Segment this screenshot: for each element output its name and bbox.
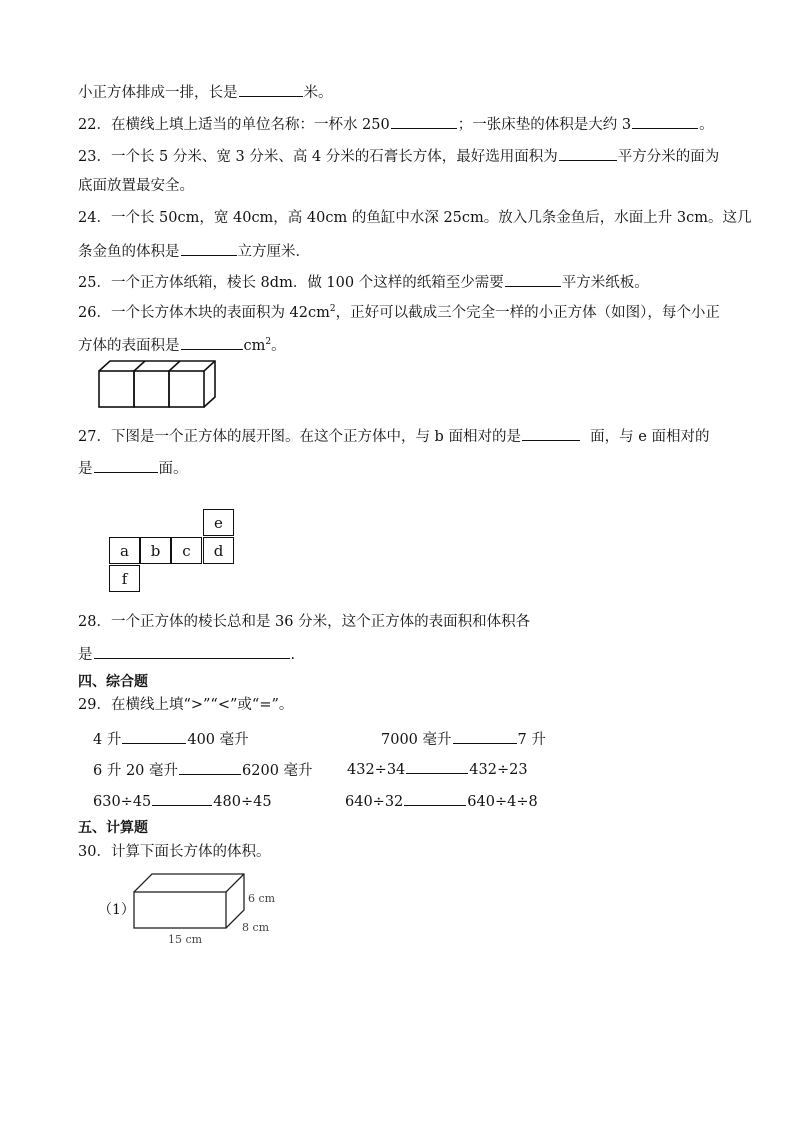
net-face-d: d — [203, 537, 234, 564]
compare-item: 7000 毫升 7 升 — [381, 728, 546, 749]
net-face-c: c — [171, 537, 202, 564]
q29-line: 29．在横线上填“>”“<”或“=”。 — [78, 697, 294, 713]
q23-line-2: 底面放置最安全。 — [78, 178, 194, 194]
compare-item: 6 升 20 毫升 6200 毫升 — [93, 759, 313, 780]
q26-line: 26．一个长方体木块的表面积为 $42cm^2$，正好可以截成三个完全一样的小正方体（如图），每个小正 — [78, 304, 720, 321]
answer-blank[interactable] — [559, 146, 617, 161]
q24-line-2: 条金鱼的体积是 立方厘米． — [78, 241, 310, 261]
dim-height-label: 6 cm — [248, 892, 276, 905]
q24-line: 24．一个长 50cm，宽 40cm，高 40cm 的鱼缸中水深 25cm。放入几条金鱼后，水面上升 3cm。这几 — [78, 210, 752, 226]
dim-width-label: 8 cm — [242, 921, 270, 934]
q30-line: 30．计算下面长方体的体积。 — [78, 844, 271, 860]
answer-blank[interactable] — [406, 759, 468, 774]
q26-line-2: 方体的表面积是 $cm^2$。 — [78, 335, 286, 355]
answer-blank[interactable] — [152, 791, 212, 806]
compare-item: 630÷45 480÷45 — [93, 791, 272, 810]
answer-blank[interactable] — [181, 241, 237, 256]
q23-line: 23．一个长 5 分米、宽 3 分米、高 4 分米的石膏长方体，最好选用面积为 平方分米的面为 — [78, 146, 719, 166]
net-face-a: a — [109, 537, 140, 564]
net-face-b: b — [140, 537, 171, 564]
q28-line: 28．一个正方体的棱长总和是 36 分米，这个正方体的表面积和体积各 — [78, 614, 531, 630]
answer-blank[interactable] — [391, 114, 457, 129]
compare-item: 640÷32 640÷4÷8 — [345, 791, 538, 810]
answer-blank[interactable] — [453, 729, 517, 744]
answer-blank[interactable] — [181, 335, 243, 350]
answer-blank[interactable] — [94, 644, 290, 659]
answer-blank[interactable] — [505, 272, 561, 287]
answer-blank[interactable] — [404, 791, 466, 806]
compare-item: 432÷34 432÷23 — [347, 759, 528, 778]
section-title: 四、综合题 — [78, 674, 148, 690]
net-face-e: e — [203, 509, 234, 536]
compare-item: 4 升 400 毫升 — [93, 728, 249, 749]
q27-line: 27．下图是一个正方体的展开图。在这个正方体中，与 b 面相对的是 面，与 e 面相对的 — [78, 426, 709, 446]
answer-blank[interactable] — [122, 729, 186, 744]
answer-blank[interactable] — [239, 82, 303, 97]
dim-length-label: 15 cm — [168, 933, 203, 946]
cuboid-figure — [132, 872, 282, 948]
net-face-f: f — [109, 565, 140, 592]
answer-blank[interactable] — [632, 114, 698, 129]
answer-blank[interactable] — [94, 458, 158, 473]
q28-line-2: 是 . — [78, 644, 295, 664]
sub-label: （1） — [98, 902, 135, 918]
answer-blank[interactable] — [522, 426, 580, 441]
q22-line: 22．在横线上填上适当的单位名称：一杯水 250 ；一张床垫的体积是大约 3 。 — [78, 114, 714, 134]
three-cubes-figure — [98, 360, 228, 410]
q25-line: 25．一个正方体纸箱，棱长 8dm．做 100 个这样的纸箱至少需要 平方米纸板。 — [78, 272, 649, 292]
q27-line-2: 是 面。 — [78, 458, 188, 478]
q21-line: 小正方体排成一排，长是 米。 — [78, 82, 333, 102]
section-title: 五、计算题 — [78, 820, 148, 836]
answer-blank[interactable] — [179, 760, 241, 775]
